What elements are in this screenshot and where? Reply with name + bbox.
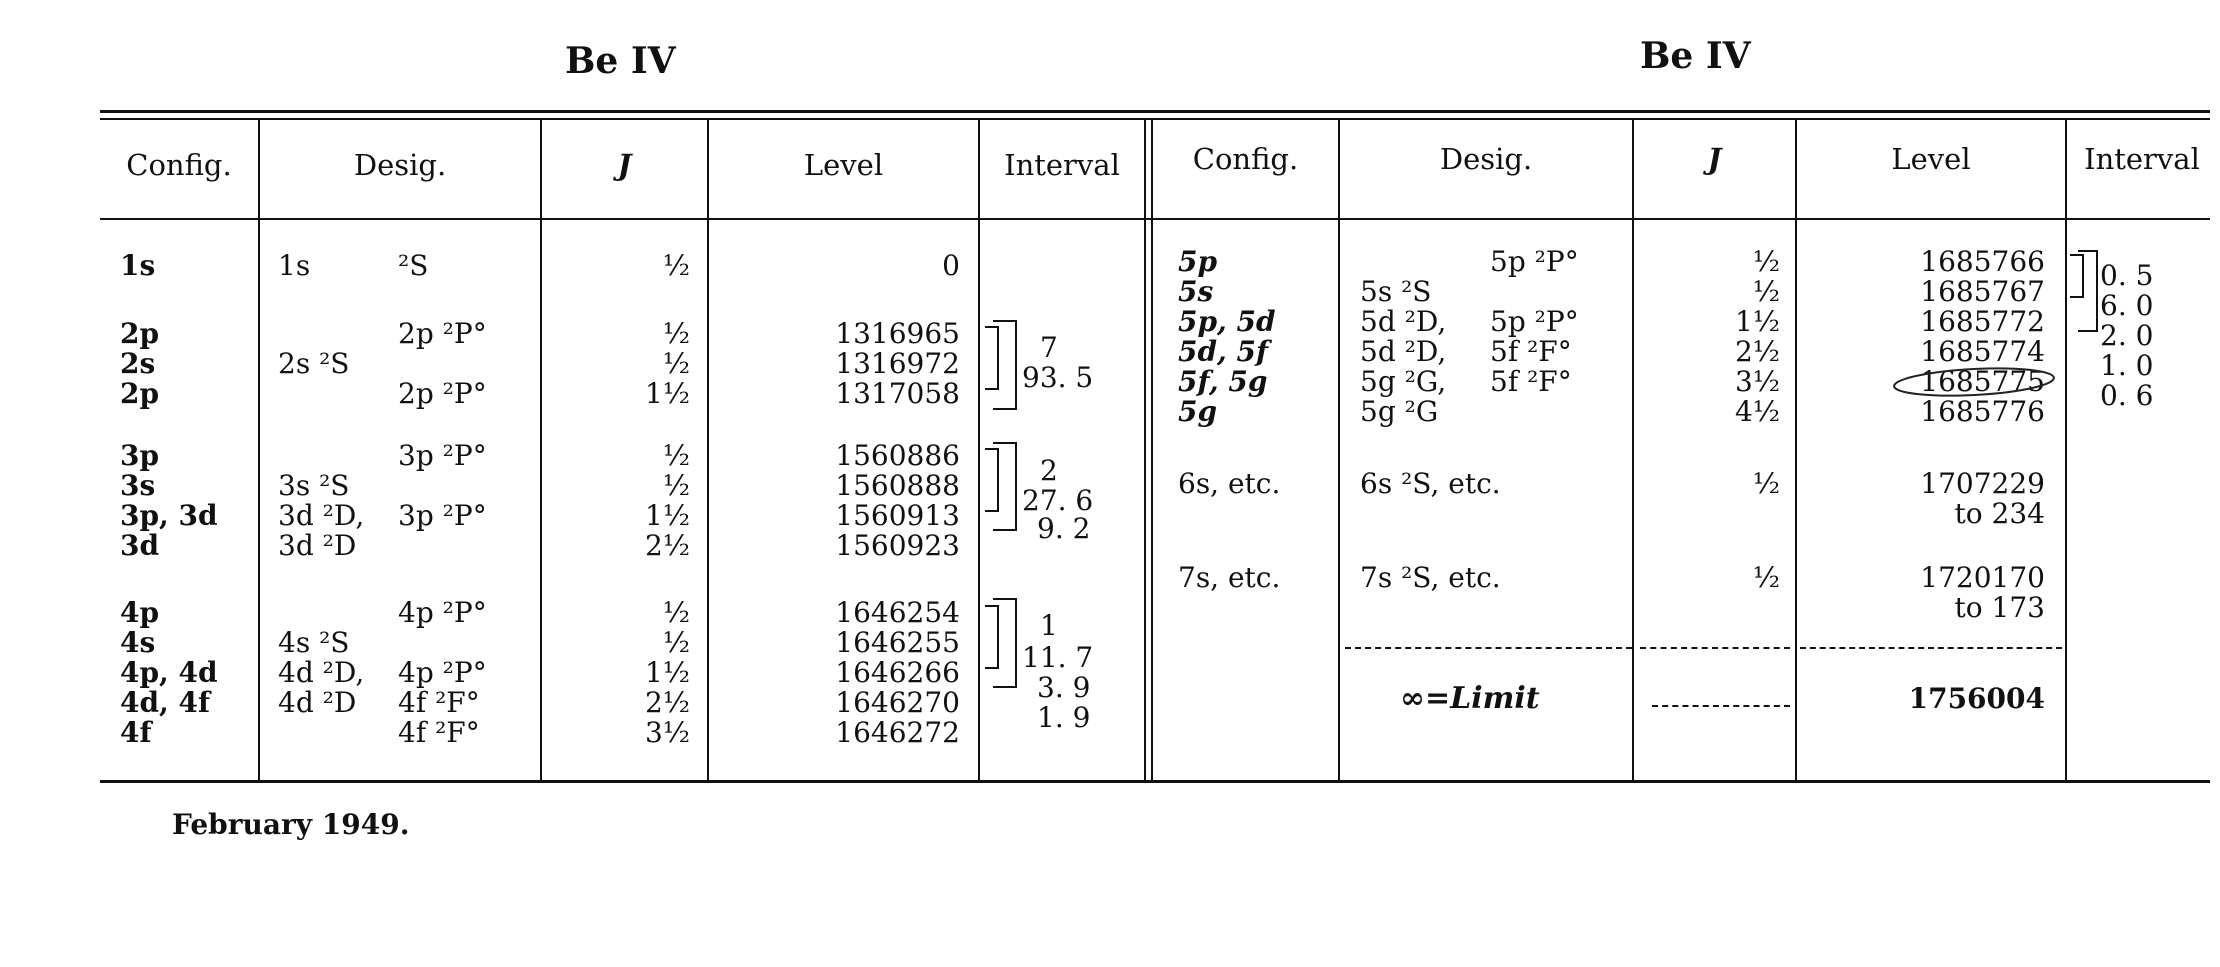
config-cell: 2s xyxy=(120,347,156,380)
level-cell: 1646272 xyxy=(835,716,960,749)
level-cell: 1685772 xyxy=(1920,305,2045,338)
desig-cell: 5s ²S xyxy=(1360,275,1432,308)
desig-cell: 3p ²P° xyxy=(398,499,487,532)
config-cell: 5d, 5f xyxy=(1178,335,1269,368)
config-cell: 3p, 3d xyxy=(120,499,218,532)
bottom-rule xyxy=(100,780,2210,783)
limit-value: 1756004 xyxy=(1908,682,2045,715)
level-cell: 1316965 xyxy=(835,317,960,350)
j-cell: ½ xyxy=(1752,275,1780,308)
right-table-title: Be IV xyxy=(1640,35,1751,77)
j-cell: 2½ xyxy=(645,529,690,562)
desig-cell: 3p ²P° xyxy=(398,439,487,472)
desig-cell: 2s ²S xyxy=(278,347,350,380)
interval-value: 9. 2 xyxy=(1037,512,1091,545)
interval-value: 7 xyxy=(1040,331,1058,364)
desig-cell: 5f ²F° xyxy=(1490,365,1572,398)
desig-cell: 3s ²S xyxy=(278,469,350,502)
config-cell: 5g xyxy=(1178,395,1218,428)
level-cell: 1707229 xyxy=(1920,467,2045,500)
config-cell: 5p xyxy=(1178,245,1218,278)
level-cell: 1646270 xyxy=(835,686,960,719)
interval-value: 27. 6 xyxy=(1022,484,1094,517)
col-divider xyxy=(1338,120,1340,780)
col-divider xyxy=(2065,120,2067,780)
interval-value: 2. 0 xyxy=(2100,319,2154,352)
interval-value: 1. 9 xyxy=(1037,701,1091,734)
interval-bracket xyxy=(993,442,1017,531)
desig-cell: 5p ²P° xyxy=(1490,245,1579,278)
j-cell: ½ xyxy=(662,249,690,282)
desig-cell: 7s ²S, etc. xyxy=(1360,561,1501,594)
header-config: Config. xyxy=(126,148,232,182)
interval-value: 1. 0 xyxy=(2100,349,2154,382)
j-cell: 2½ xyxy=(1735,335,1780,368)
header-j: J xyxy=(1707,142,1722,176)
j-cell: ½ xyxy=(662,596,690,629)
desig-cell: 5g ²G, xyxy=(1360,365,1447,398)
config-cell: 4f xyxy=(120,716,152,749)
header-j: J xyxy=(617,148,632,182)
config-cell: 5s xyxy=(1178,275,1214,308)
header-rule xyxy=(100,218,2210,220)
desig-cell: 4p ²P° xyxy=(398,656,487,689)
level-cell-range: to 173 xyxy=(1954,591,2045,624)
j-cell: 1½ xyxy=(645,499,690,532)
config-cell: 2p xyxy=(120,377,160,410)
interval-value: 0. 6 xyxy=(2100,379,2154,412)
j-cell: 3½ xyxy=(1735,365,1780,398)
top-rule-2 xyxy=(100,118,2210,120)
j-cell: ½ xyxy=(1752,467,1780,500)
level-cell: 1560886 xyxy=(835,439,960,472)
j-cell: ½ xyxy=(662,469,690,502)
desig-cell: 3d ²D, xyxy=(278,499,365,532)
desig-cell: 4s ²S xyxy=(278,626,350,659)
j-cell: 2½ xyxy=(645,686,690,719)
desig-cell: 5d ²D, xyxy=(1360,305,1447,338)
level-cell: 1685767 xyxy=(1920,275,2045,308)
limit-label: ∞=Limit xyxy=(1400,681,1540,716)
j-cell: ½ xyxy=(662,347,690,380)
config-cell: 7s, etc. xyxy=(1178,561,1281,594)
dashed-rule xyxy=(1345,647,1632,649)
desig-cell: 1s xyxy=(278,249,311,282)
header-desig: Desig. xyxy=(353,148,447,182)
config-cell: 3p xyxy=(120,439,160,472)
desig-cell: 3d ²D xyxy=(278,529,357,562)
j-cell: ½ xyxy=(1752,245,1780,278)
col-divider xyxy=(707,120,709,780)
desig-cell: 4f ²F° xyxy=(398,716,480,749)
desig-cell: 2p ²P° xyxy=(398,317,487,350)
level-cell-circled: 1685775 xyxy=(1920,365,2045,398)
desig-cell: 5p ²P° xyxy=(1490,305,1579,338)
desig-cell: 5d ²D, xyxy=(1360,335,1447,368)
config-cell: 2p xyxy=(120,317,160,350)
interval-bracket xyxy=(2078,250,2098,332)
col-divider xyxy=(978,120,980,780)
header-config: Config. xyxy=(1192,142,1299,176)
j-cell: 4½ xyxy=(1735,395,1780,428)
footer-date: February 1949. xyxy=(172,808,410,841)
col-divider xyxy=(1795,120,1797,780)
level-cell: 1720170 xyxy=(1920,561,2045,594)
header-level: Level xyxy=(1891,142,1971,176)
desig-cell: 5g ²G xyxy=(1360,395,1439,428)
j-cell: ½ xyxy=(662,317,690,350)
desig-cell: 5f ²F° xyxy=(1490,335,1572,368)
level-cell: 1560913 xyxy=(835,499,960,532)
desig-cell: 6s ²S, etc. xyxy=(1360,467,1501,500)
interval-value: 6. 0 xyxy=(2100,289,2154,322)
level-cell: 1560888 xyxy=(835,469,960,502)
table-divider xyxy=(1151,120,1153,780)
desig-cell: ²S xyxy=(398,249,429,282)
level-cell: 1317058 xyxy=(835,377,960,410)
level-cell: 1646255 xyxy=(835,626,960,659)
interval-value: 1 xyxy=(1040,609,1058,642)
j-cell: 1½ xyxy=(645,377,690,410)
interval-value: 3. 9 xyxy=(1037,671,1091,704)
config-cell: 1s xyxy=(120,249,156,282)
interval-bracket xyxy=(993,320,1017,410)
j-cell: ½ xyxy=(662,626,690,659)
level-cell: 1685776 xyxy=(1920,395,2045,428)
level-cell: 1646266 xyxy=(835,656,960,689)
desig-cell: 4f ²F° xyxy=(398,686,480,719)
config-cell: 4p xyxy=(120,596,160,629)
config-cell: 3s xyxy=(120,469,156,502)
col-divider xyxy=(1632,120,1634,780)
desig-cell: 4d ²D xyxy=(278,686,357,719)
config-cell: 5f, 5g xyxy=(1178,365,1268,398)
level-cell: 0 xyxy=(942,249,960,282)
interval-value: 93. 5 xyxy=(1022,361,1094,394)
level-cell: 1560923 xyxy=(835,529,960,562)
desig-cell: 4p ²P° xyxy=(398,596,487,629)
table-divider xyxy=(1144,120,1146,780)
j-cell: 3½ xyxy=(645,716,690,749)
j-cell: ½ xyxy=(662,439,690,472)
desig-cell: 2p ²P° xyxy=(398,377,487,410)
left-table-title: Be IV xyxy=(565,40,676,82)
config-cell: 4s xyxy=(120,626,156,659)
config-cell: 3d xyxy=(120,529,160,562)
j-cell: 1½ xyxy=(645,656,690,689)
config-cell: 4p, 4d xyxy=(120,656,218,689)
interval-value: 0. 5 xyxy=(2100,259,2154,292)
desig-cell: 4d ²D, xyxy=(278,656,365,689)
dashed-rule xyxy=(1652,705,1790,707)
level-cell-range: to 234 xyxy=(1954,497,2045,530)
interval-value: 2 xyxy=(1040,454,1058,487)
level-cell: 1316972 xyxy=(835,347,960,380)
config-cell: 6s, etc. xyxy=(1178,467,1281,500)
config-cell: 4d, 4f xyxy=(120,686,211,719)
col-divider xyxy=(540,120,542,780)
header-interval: Interval xyxy=(2084,142,2200,176)
j-cell: ½ xyxy=(1752,561,1780,594)
header-interval: Interval xyxy=(1004,148,1120,182)
dashed-rule xyxy=(1800,647,2062,649)
level-cell: 1685774 xyxy=(1920,335,2045,368)
col-divider xyxy=(258,120,260,780)
interval-value: 11. 7 xyxy=(1022,641,1094,674)
config-cell: 5p, 5d xyxy=(1178,305,1276,338)
interval-bracket xyxy=(993,598,1017,688)
level-cell: 1685766 xyxy=(1920,245,2045,278)
j-cell: 1½ xyxy=(1735,305,1780,338)
level-cell: 1646254 xyxy=(835,596,960,629)
header-desig: Desig. xyxy=(1439,142,1533,176)
top-rule xyxy=(100,110,2210,113)
dashed-rule xyxy=(1640,647,1790,649)
header-level: Level xyxy=(803,148,884,182)
